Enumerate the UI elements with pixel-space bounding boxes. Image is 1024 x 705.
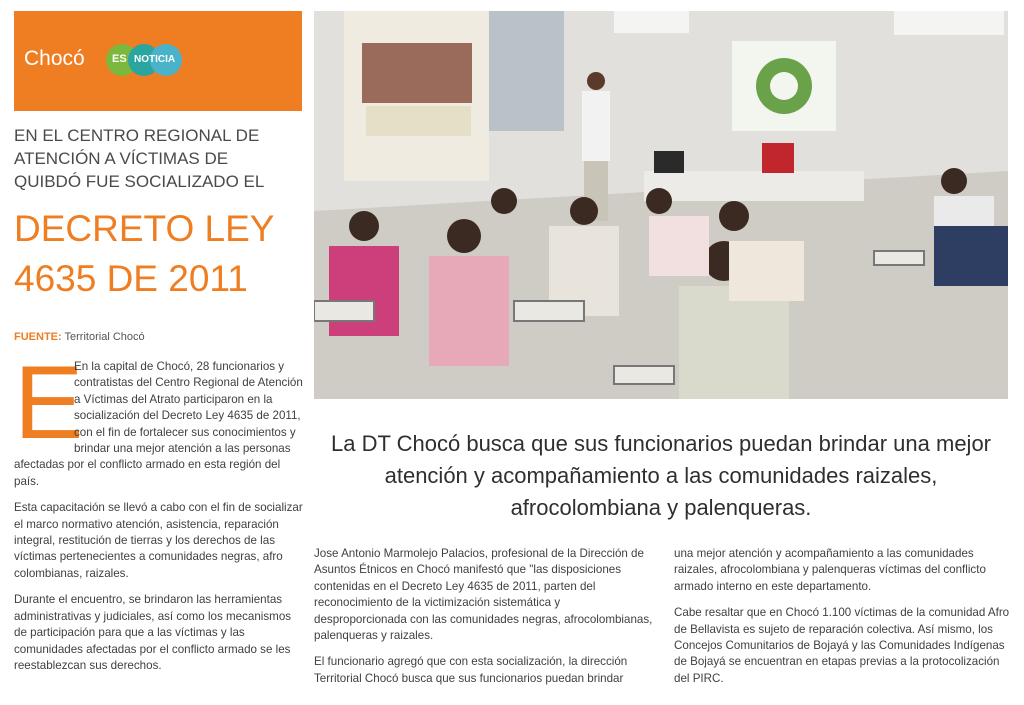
paragraph-4: Jose Antonio Marmolejo Palacios, profesional de la Dirección de Asuntos Étnicos en Chocó manifestó que "las disposiciones contenidas en el Decreto Ley 4635 de 2011, parten del reconocimiento de la victimización sistemática y desproporcionada con las comunidades negras, afrocolombianas, palenqueras y raizales. [314,547,653,643]
headline-line-1: EN EL CENTRO REGIONAL DE [14,126,260,145]
region-label: Chocó [24,47,85,70]
paragraph-7: Cabe resaltar que en Chocó 1.100 víctimas de la comunidad Afro de Bellavista es sujeto de reparación colectiva. Así mismo, los Concejos Comunitarios de Bojayá y las Comunidades Indígenas de Bojayá se encuentran en etapas previas a la protocolización del PIRC. [674,606,1010,685]
pull-quote: La DT Chocó busca que sus funcionarios puedan brindar una mejor atención y acompañamiento a las comunidades raizales, afrocolombiana y palenqueras. [331,431,991,520]
paragraph-1: En la capital de Chocó, 28 funcionarios y contratistas del Centro Regional de Atención a Víctimas del Atrato participaron en la socialización del Decreto Ley 4635 de 2011, con el fin de fortalecer sus conocimientos y brindar una mejor atención a las personas afectadas por el conflicto armado en esta región del país. [14,360,303,488]
article-column-3 [674,546,1010,697]
headline-title-line-1: DECRETO LEY [14,208,275,249]
article-column-1 [14,345,306,684]
headline-line-3: QUIBDÓ FUE SOCIALIZADO EL [14,172,265,191]
headline-title-line-2: 4635 DE 2011 [14,258,248,299]
source-value: Territorial Chocó [64,331,145,343]
badge-es: ES [112,53,127,65]
paragraph-2: Esta capacitación se llevó a cabo con el fin de socializar el marco normativo atención, asistencia, reparación integral, restitución de tierras y los derechos de las víctimas pertenecientes a comunidades negras, afro colombianas, raizales. [14,501,303,580]
headline-kicker [14,124,304,193]
headline-line-2: ATENCIÓN A VÍCTIMAS DE [14,149,229,168]
drop-cap: E [14,345,84,461]
article-column-2 [314,546,654,697]
section-header [14,11,302,111]
es-noticia-logo [106,44,182,76]
paragraph-6: una mejor atención y acompañamiento a las comunidades raizales, afrocolombiana y palenqueras víctimas del conflicto armado interno en este departamento. [674,547,986,593]
badge-noticia: NOTICIA [134,54,176,65]
paragraph-5: El funcionario agregó que con esta socialización, la dirección Territorial Chocó busca que sus funcionarios puedan brindar [314,655,628,685]
source-label: FUENTE: [14,331,62,343]
source-credit [14,331,145,343]
workshop-photo [314,11,1008,399]
headline-title [14,204,304,304]
paragraph-3: Durante el encuentro, se brindaron las herramientas administrativas y judiciales, así como los mecanismos de participación para que a las víctimas y las comunidades afectadas por el conflicto armado se les reestablezcan sus derechos. [14,593,292,672]
